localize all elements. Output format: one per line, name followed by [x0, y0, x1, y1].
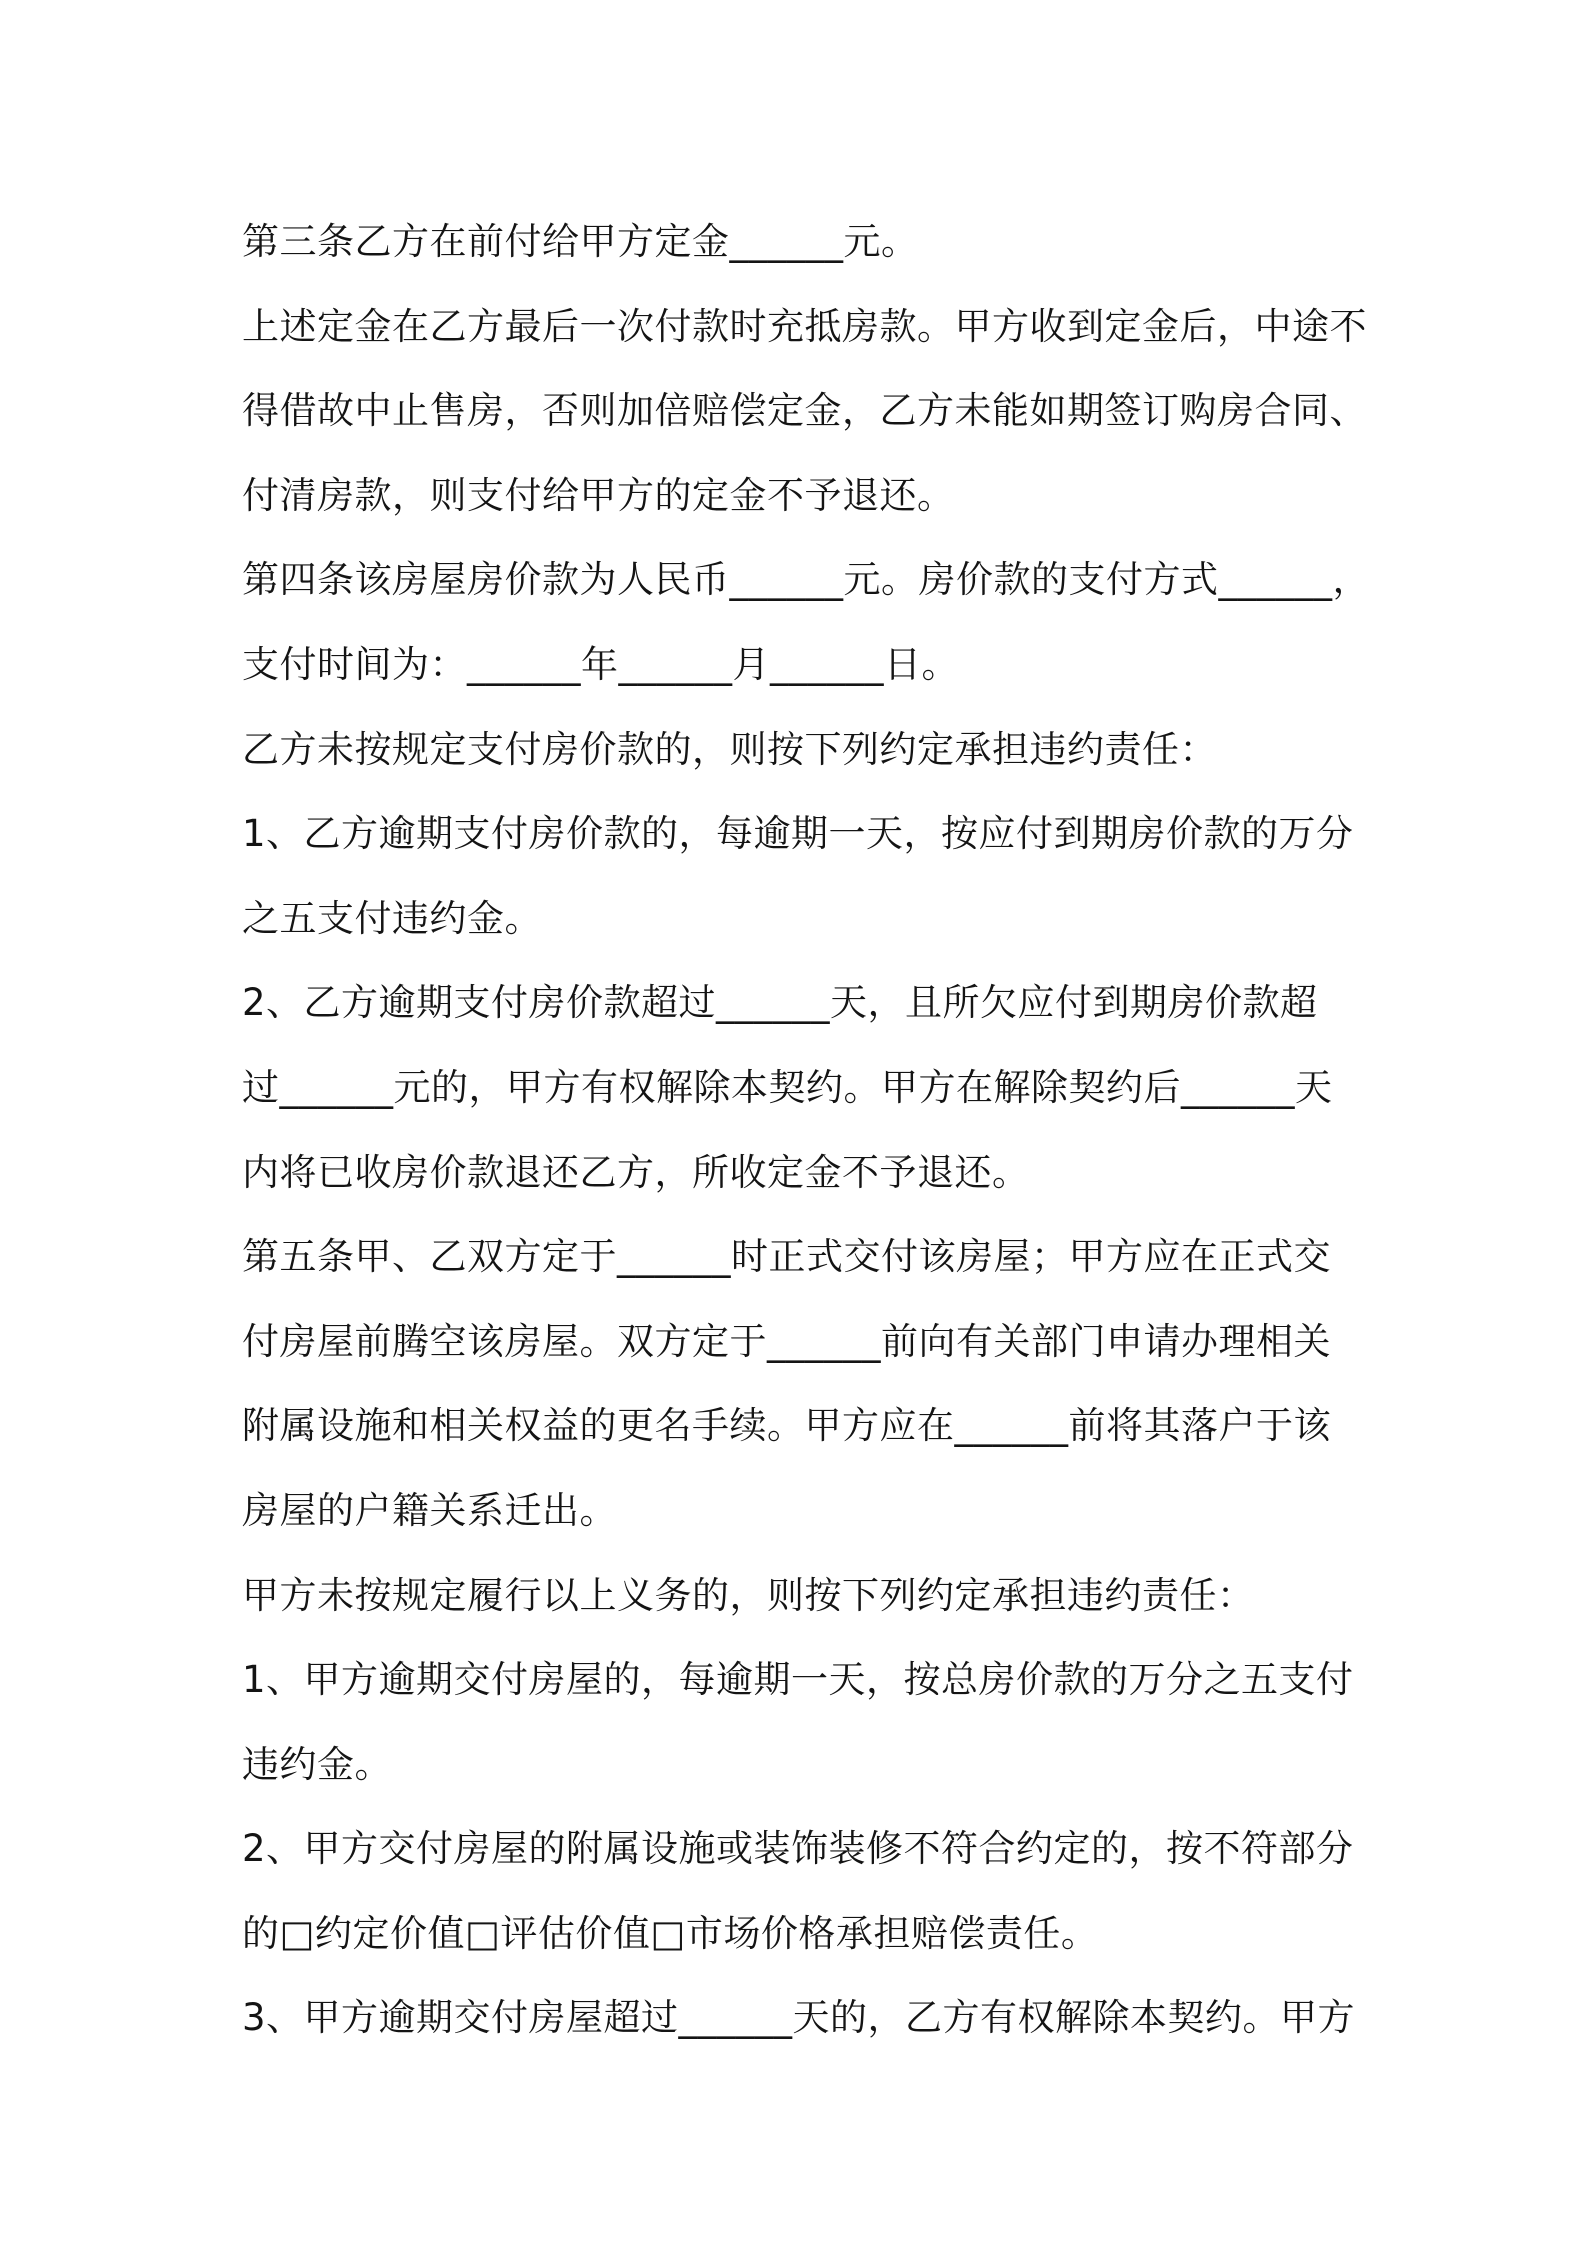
- text-line: 之五支付违约金。: [242, 896, 542, 940]
- text-line: 1、乙方逾期支付房价款的，每逾期一天，按应付到期房价款的万分: [242, 812, 1354, 856]
- text-line: 过______元的，甲方有权解除本契约。甲方在解除契约后______天: [242, 1065, 1333, 1109]
- text-line: 第三条乙方在前付给甲方定金______元。: [242, 220, 919, 263]
- text-line: 内将已收房价款退还乙方，所收定金不予退还。: [242, 1150, 1030, 1194]
- text-line: 付房屋前腾空该房屋。双方定于______前向有关部门申请办理相关: [242, 1319, 1331, 1363]
- text-line: 1、甲方逾期交付房屋的，每逾期一天，按总房价款的万分之五支付: [242, 1658, 1354, 1702]
- text-line: 2、乙方逾期支付房价款超过______天，且所欠应付到期房价款超: [242, 981, 1318, 1025]
- text-line: 上述定金在乙方最后一次付款时充抵房款。甲方收到定金后，中途不: [242, 304, 1367, 348]
- text-line: 2、甲方交付房屋的附属设施或装饰装修不符合约定的，按不符部分: [242, 1827, 1354, 1871]
- text-line: 违约金。: [242, 1742, 392, 1786]
- text-line: 乙方未按规定支付房价款的，则按下列约定承担违约责任：: [242, 727, 1217, 771]
- text-line: 付清房款，则支付给甲方的定金不予退还。: [242, 473, 955, 517]
- text-line: 第四条该房屋房价款为人民币______元。房价款的支付方式______，: [242, 558, 1370, 602]
- text-line: 附属设施和相关权益的更名手续。甲方应在______前将其落户于该: [242, 1404, 1331, 1448]
- text-line: 房屋的户籍关系迁出。: [242, 1488, 617, 1532]
- contract-body: [242, 200, 1370, 2061]
- text-line: 甲方未按规定履行以上义务的，则按下列约定承担违约责任：: [242, 1573, 1255, 1617]
- text-line: 的□约定价值□评估价值□市场价格承担赔偿责任。: [242, 1911, 1099, 1955]
- text-line: 3、甲方逾期交付房屋超过______天的，乙方有权解除本契约。甲方: [242, 1996, 1356, 2040]
- text-line: 支付时间为：______年______月______日。: [242, 642, 959, 686]
- text-line: 第五条甲、乙双方定于______时正式交付该房屋；甲方应在正式交: [242, 1235, 1331, 1279]
- text-line: 得借故中止售房，否则加倍赔偿定金，乙方未能如期签订购房合同、: [242, 389, 1367, 433]
